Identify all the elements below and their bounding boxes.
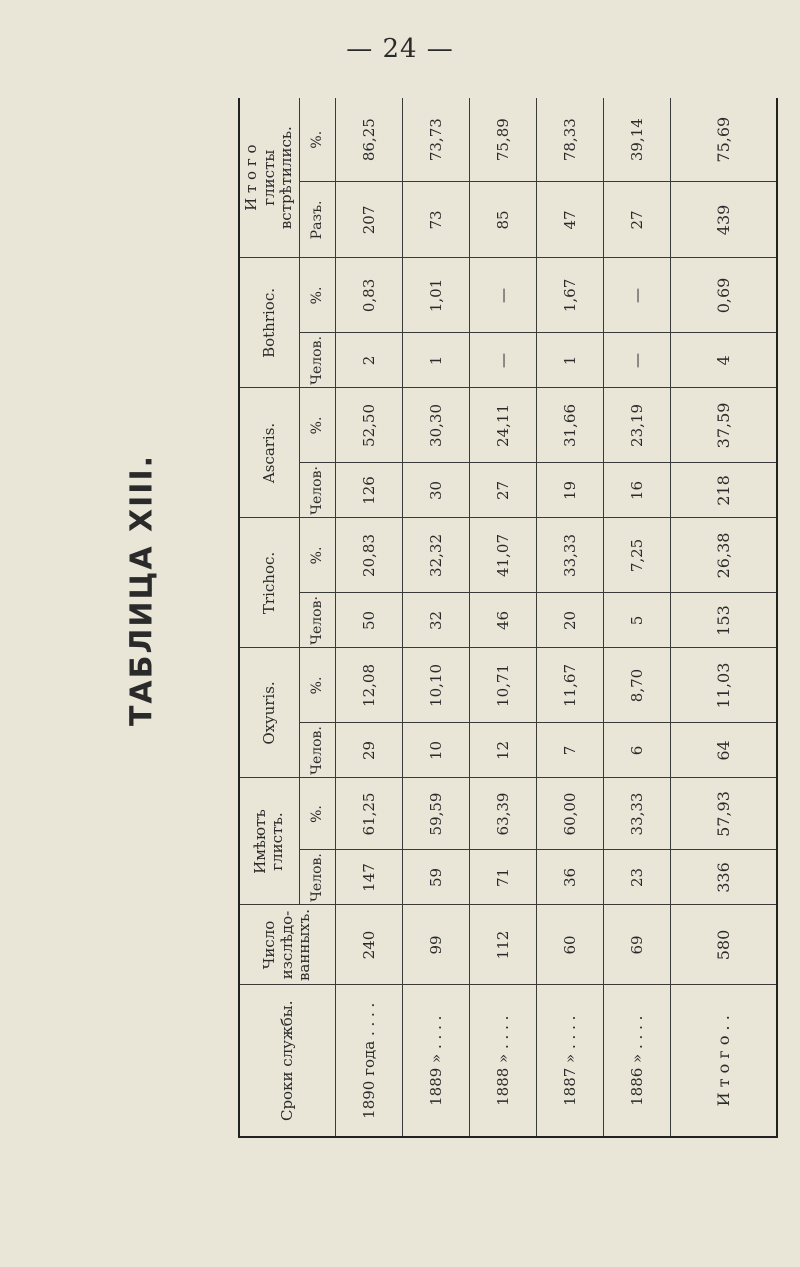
cell-oxy-n: 6: [604, 723, 671, 778]
cell-both-n: 1: [402, 333, 469, 388]
cell-tri-n: 50: [335, 593, 402, 648]
cell-tri-p: 33,33: [537, 518, 604, 593]
cell-asc-n: 19: [537, 463, 604, 518]
table-rotator: [238, 98, 778, 1138]
cell-worms-p: 61,25: [335, 778, 402, 850]
cell-tot-n: 73: [402, 182, 469, 258]
total-period: И т о г о . .: [671, 985, 777, 1137]
cell-period: 1886 » . . . .: [604, 985, 671, 1137]
cell-asc-p: 52,50: [335, 388, 402, 463]
total-both-p: 0,69: [671, 258, 777, 333]
cell-both-p: —: [469, 258, 536, 333]
cell-worms-p: 33,33: [604, 778, 671, 850]
cell-period: 1887 » . . . .: [537, 985, 604, 1137]
cell-tri-n: 46: [469, 593, 536, 648]
cell-tot-p: 73,73: [402, 98, 469, 182]
cell-asc-p: 23,19: [604, 388, 671, 463]
total-worms-n: 336: [671, 850, 777, 905]
cell-tri-p: 32,32: [402, 518, 469, 593]
cell-asc-p: 24,11: [469, 388, 536, 463]
cell-tot-p: 86,25: [335, 98, 402, 182]
cell-tri-n: 20: [537, 593, 604, 648]
statistics-table: [238, 98, 778, 1138]
cell-both-p: 1,67: [537, 258, 604, 333]
cell-oxy-n: 12: [469, 723, 536, 778]
total-asc-p: 37,59: [671, 388, 777, 463]
cell-worms-p: 63,39: [469, 778, 536, 850]
cell-tot-p: 39,14: [604, 98, 671, 182]
header-examined: [239, 905, 335, 985]
cell-examined: 240: [335, 905, 402, 985]
cell-period: 1890 года . . . .: [335, 985, 402, 1137]
cell-tri-n: 32: [402, 593, 469, 648]
cell-asc-p: 30,30: [402, 388, 469, 463]
cell-worms-n: 23: [604, 850, 671, 905]
unit-oxy-persons: Челов.: [299, 723, 335, 778]
header-examined-line1: Число: [260, 920, 279, 970]
total-tot-n: 439: [671, 182, 777, 258]
cell-worms-p: 60,00: [537, 778, 604, 850]
cell-tot-n: 207: [335, 182, 402, 258]
cell-tot-n: 85: [469, 182, 536, 258]
header-worms-line1: Имѣютъ: [251, 809, 269, 874]
cell-both-p: —: [604, 258, 671, 333]
cell-tri-n: 5: [604, 593, 671, 648]
cell-asc-p: 31,66: [537, 388, 604, 463]
cell-tot-p: 78,33: [537, 98, 604, 182]
header-row-groups: [239, 98, 299, 1137]
cell-period: 1888 » . . . .: [469, 985, 536, 1137]
cell-oxy-p: 8,70: [604, 648, 671, 723]
cell-tri-p: 7,25: [604, 518, 671, 593]
header-total-line3: встрѣтились.: [276, 126, 295, 230]
unit-asc-persons: Челов·: [299, 463, 335, 518]
cell-both-p: 0,83: [335, 258, 402, 333]
total-both-n: 4: [671, 333, 777, 388]
unit-worms-persons: Челов.: [299, 850, 335, 905]
cell-asc-n: 16: [604, 463, 671, 518]
unit-tri-percent: %.: [299, 518, 335, 593]
table-title: ТАБЛИЦА XIII.: [124, 453, 160, 727]
unit-total-percent: %.: [299, 98, 335, 182]
unit-asc-percent: %.: [299, 388, 335, 463]
unit-both-persons: Челов.: [299, 333, 335, 388]
cell-both-p: 1,01: [402, 258, 469, 333]
cell-worms-n: 147: [335, 850, 402, 905]
table-row: [402, 98, 469, 1137]
cell-examined: 99: [402, 905, 469, 985]
cell-asc-n: 30: [402, 463, 469, 518]
cell-tot-n: 47: [537, 182, 604, 258]
header-ascaris: Ascaris.: [239, 388, 299, 518]
cell-tri-p: 20,83: [335, 518, 402, 593]
cell-tot-p: 75,89: [469, 98, 536, 182]
table-row: [537, 98, 604, 1137]
total-worms-p: 57,93: [671, 778, 777, 850]
cell-both-n: 2: [335, 333, 402, 388]
cell-tri-p: 41,07: [469, 518, 536, 593]
cell-both-n: 1: [537, 333, 604, 388]
cell-worms-n: 71: [469, 850, 536, 905]
cell-asc-n: 27: [469, 463, 536, 518]
cell-examined: 69: [604, 905, 671, 985]
unit-total-times: Разъ.: [299, 182, 335, 258]
unit-oxy-percent: %.: [299, 648, 335, 723]
unit-both-percent: %.: [299, 258, 335, 333]
cell-worms-n: 59: [402, 850, 469, 905]
total-asc-n: 218: [671, 463, 777, 518]
header-examined-line3: ванныхъ.: [294, 908, 313, 982]
table-row: [604, 98, 671, 1137]
total-tri-p: 26,38: [671, 518, 777, 593]
header-worms-line2: глистъ.: [268, 812, 287, 871]
cell-examined: 112: [469, 905, 536, 985]
total-tri-n: 153: [671, 593, 777, 648]
total-tot-p: 75,69: [671, 98, 777, 182]
total-oxy-n: 64: [671, 723, 777, 778]
cell-examined: 60: [537, 905, 604, 985]
cell-tot-n: 27: [604, 182, 671, 258]
header-oxyuris: Oxyuris.: [239, 648, 299, 778]
header-worms: [239, 778, 299, 905]
header-period: Сроки службы.: [239, 985, 335, 1137]
header-total-line1: И т о г о: [242, 144, 261, 211]
cell-worms-n: 36: [537, 850, 604, 905]
cell-oxy-p: 11,67: [537, 648, 604, 723]
rotated-table-frame: [238, 98, 778, 1138]
unit-tri-persons: Челов·: [299, 593, 335, 648]
header-total: [239, 98, 299, 258]
header-trichoc: Trichoc.: [239, 518, 299, 648]
cell-oxy-n: 7: [537, 723, 604, 778]
page-number: — 24 —: [346, 34, 454, 64]
header-total-line2: глисты: [259, 149, 278, 206]
cell-oxy-n: 10: [402, 723, 469, 778]
table-row: [335, 98, 402, 1137]
totals-row: [671, 98, 777, 1137]
cell-oxy-p: 12,08: [335, 648, 402, 723]
header-bothrioc: Bothrioc.: [239, 258, 299, 388]
cell-both-n: —: [604, 333, 671, 388]
cell-oxy-n: 29: [335, 723, 402, 778]
cell-both-n: —: [469, 333, 536, 388]
cell-oxy-p: 10,71: [469, 648, 536, 723]
cell-oxy-p: 10,10: [402, 648, 469, 723]
unit-worms-percent: %.: [299, 778, 335, 850]
header-examined-line2: изслѣдо-: [277, 910, 296, 980]
cell-worms-p: 59,59: [402, 778, 469, 850]
cell-asc-n: 126: [335, 463, 402, 518]
total-examined: 580: [671, 905, 777, 985]
cell-period: 1889 » . . . .: [402, 985, 469, 1137]
table-row: [469, 98, 536, 1137]
total-oxy-p: 11,03: [671, 648, 777, 723]
